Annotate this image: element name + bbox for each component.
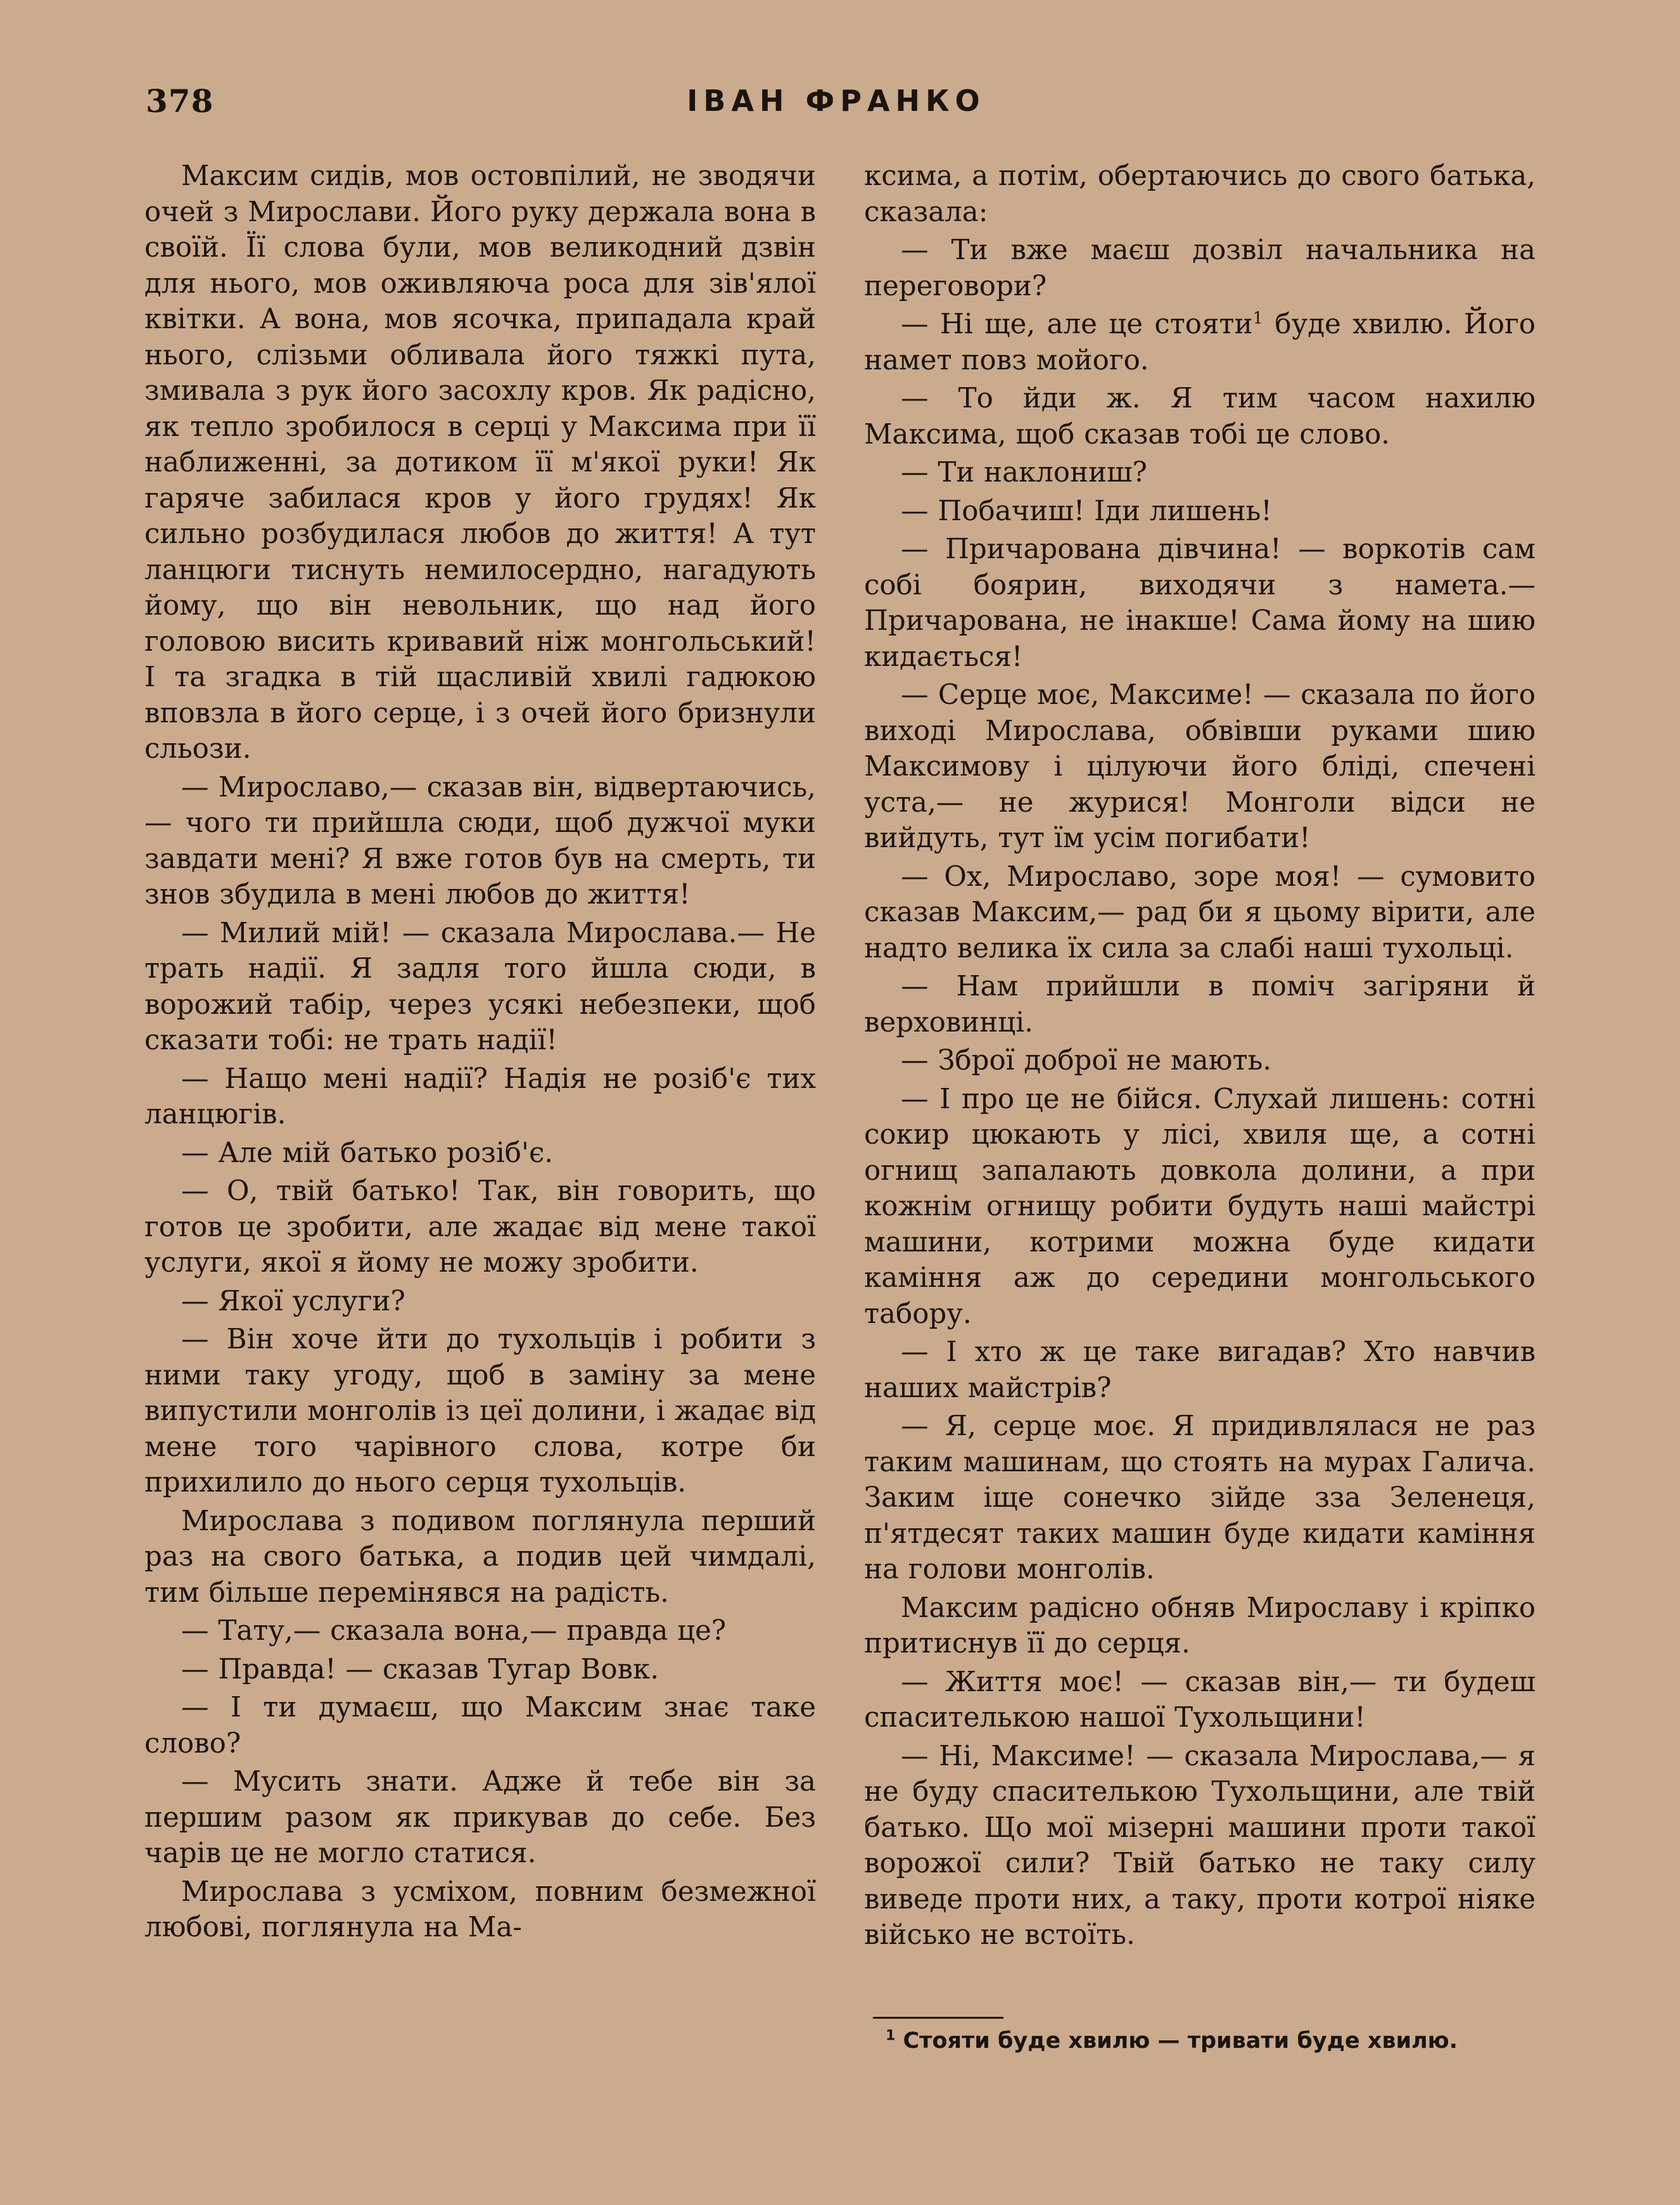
- paragraph-with-footnote: [864, 307, 1536, 378]
- paragraph: — Ох, Мирославо, зоре моя! — сумовито сказав Максим,— рад би я цьому вірити, але надто велика їх сила за слабі наші тухольці.: [864, 860, 1536, 964]
- paragraph: Мирослава з подивом поглянула перший раз на свого батька, а подив цей чимдалі, тим більше перемінявся на радість.: [144, 1505, 816, 1609]
- paragraph: — Серце моє, Максиме! — сказала по його виході Мирослава, обвівши руками шию Максимову і цілуючи його бліді, спечені уста,— не журися! Монголи відси не вийдуть, тут їм усім погибати!: [864, 679, 1536, 854]
- paragraph: — Правда! — сказав Тугар Вовк.: [181, 1653, 659, 1685]
- paragraph: — Мирославо,— сказав він, відвертаючись,— чого ти прийшла сюди, щоб дужчої муки завдати мені? Я вже готов був на смерть, ти знов збудила в мені любов до життя!: [144, 771, 816, 911]
- running-title: ІВАН ФРАНКО: [687, 84, 986, 118]
- paragraph: — Але мій батько розіб'є.: [181, 1137, 554, 1169]
- paragraph: — Ти наклониш?: [901, 457, 1147, 489]
- paragraph: — То йди ж. Я тим часом нахилю Максима, щоб сказав тобі це слово.: [864, 383, 1536, 451]
- left-column: [144, 158, 816, 1946]
- paragraph: — Життя моє! — сказав він,— ти будеш спасителькою нашої Тухольщини!: [864, 1666, 1536, 1734]
- footnote: [886, 2026, 1532, 2056]
- paragraph: — Зброї доброї не мають.: [901, 1045, 1272, 1077]
- paragraph: — Нам прийшли в поміч загіряни й верховинці.: [864, 971, 1536, 1039]
- paragraph: — О, твій батько! Так, він говорить, що готов це зробити, але жадає від мене такої услуги, якої я йому не можу зробити.: [144, 1175, 816, 1279]
- paragraph: — Тату,— сказала вона,— правда це?: [181, 1615, 727, 1647]
- paragraph: — І ти думаєш, що Максим знає таке слово?: [144, 1692, 816, 1760]
- paragraph: — Милий мій! — сказала Мирослава.— Не трать надії. Я задля того йшла сюди, в ворожий табір, через усякі небезпеки, щоб сказати тобі: не трать надії!: [144, 917, 816, 1056]
- paragraph: — І про це не бійся. Слухай лишень: сотні сокир цюкають у лісі, хвиля ще, а сотні огнищ запалають довкола долини, а при кожнім огнищу робити будуть наші майстрі машини, котрими можна буде кидати каміння аж до середини монгольського табору.: [864, 1083, 1536, 1330]
- paragraph: Максим радісно обняв Мирославу і кріпко притиснув її до серця.: [864, 1592, 1536, 1659]
- paragraph: — Мусить знати. Адже й тебе він за першим разом як прикував до себе. Без чарів це не могло статися.: [144, 1766, 816, 1869]
- paragraph: — І хто ж це таке вигадав? Хто навчив наших майстрів?: [864, 1336, 1536, 1404]
- paragraph: — Якої услуги?: [181, 1285, 405, 1317]
- paragraph: — Він хоче йти до тухольців і робити з ними таку угоду, щоб в заміну за мене випустили монголів із цеї долини, і жадає від мене того чарівного слова, котре би прихилило до нього серця тухольців.: [144, 1324, 816, 1499]
- paragraph: — Ні, Максиме! — сказала Мирослава,— я не буду спасителькою Тухольщини, але твій батько. Що мої мізерні машини проти такої ворожої сили? Твій батько не таку силу виведе проти них, а таку, проти котрої ніяке військо не встоїть.: [864, 1740, 1536, 1951]
- footnote-mark: 1: [886, 2028, 896, 2044]
- paragraph: — Я, серце моє. Я придивлялася не раз таким машинам, що стоять на мурах Галича. Заким іще сонечко зійде зза Зеленеця, п'ятдесят таких машин буде кидати каміння на голови монголів.: [864, 1410, 1536, 1585]
- footnote-reference[interactable]: 1: [1252, 309, 1264, 328]
- page-number: 378: [146, 82, 214, 120]
- paragraph: ксима, а потім, обертаючись до свого батька, сказала:: [864, 160, 1536, 228]
- paragraph: — Причарована дівчина! — воркотів сам собі боярин, виходячи з намета.— Причарована, не інакше! Сама йому на шию кидається!: [864, 534, 1536, 673]
- footnote-text: Стояти буде хвилю — тривати буде хвилю.: [903, 2028, 1458, 2054]
- paragraph-text: буде хвилю. Його намет повз мойого.: [864, 309, 1536, 376]
- paragraph: Мирослава з усміхом, повним безмежної любові, поглянула на Ма-: [144, 1876, 816, 1943]
- page-header: [146, 82, 1527, 133]
- paragraph: — Побачиш! Іди лишень!: [901, 495, 1272, 527]
- paragraph-text: — Ні ще, але це стояти: [901, 309, 1253, 340]
- paragraph: — Нащо мені надії? Надія не розіб'є тих ланцюгів.: [144, 1063, 816, 1130]
- paragraph: — Ти вже маєш дозвіл начальника на переговори?: [864, 234, 1536, 302]
- paragraph: Максим сидів, мов остовпілий, не зводячи очей з Мирослави. Його руку держала вона в своїй. Її слова були, мов великодний дзвін для нього, мов оживляюча роса для зів'ялої квітки. А вона, мов ясочка, припадала край нього, слізьми обливала його тяжкі пута, змивала з рук його засохлу кров. Як радісно, як тепло зробилося в серці у Максима при її наближенні, за дотиком її м'якої руки! Як гаряче забилася кров у його грудях! Як сильно розбудилася любов до життя! А тут ланцюги тиснуть немилосердно, нагадують йому, що він невольник, що над його головою висить кривавий ніж монгольський! І та згадка в тій щасливій хвилі гадюкою вповзла в його серце, і з очей його бризнули сльози.: [144, 160, 816, 765]
- footnote-divider: [873, 2017, 1003, 2019]
- right-column: [864, 158, 1536, 1953]
